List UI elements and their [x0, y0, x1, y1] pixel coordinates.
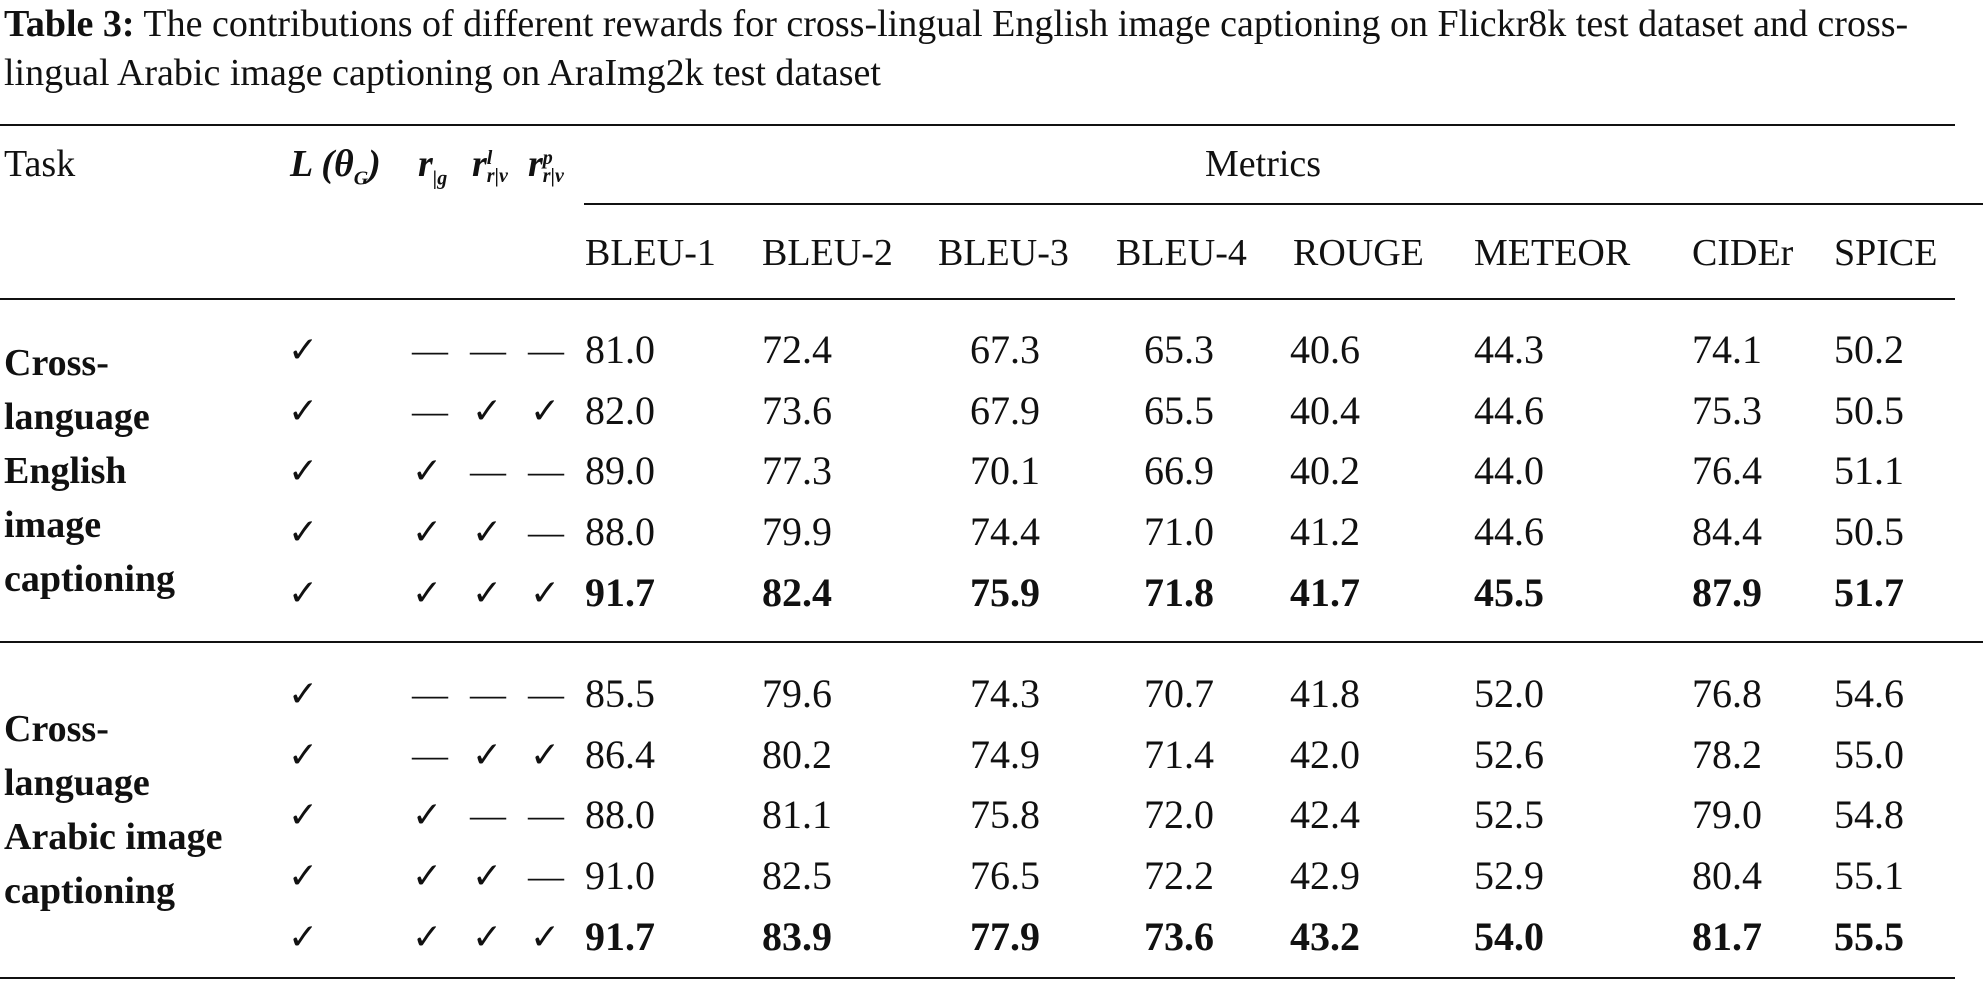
check-mark: ✓	[412, 917, 443, 957]
cell-bleu-2: 79.6	[762, 671, 832, 716]
cell-spice: 50.5	[1834, 388, 1904, 433]
cell-bleu-1: 82.0	[585, 388, 655, 433]
cell-bleu-1: 91.0	[585, 853, 655, 898]
cell-spice: 51.7	[1834, 570, 1904, 615]
column-header-bleu-4: BLEU-4	[1116, 232, 1247, 274]
cell-bleu-4: 72.2	[1144, 853, 1214, 898]
cell-spice: 55.5	[1834, 914, 1904, 959]
dash-mark: —	[528, 795, 564, 835]
task-label-line: captioning	[4, 870, 176, 912]
cell-spice: 50.5	[1834, 509, 1904, 554]
dash-mark: —	[528, 856, 564, 896]
cell-rouge: 42.4	[1290, 792, 1360, 837]
cell-meteor: 44.3	[1474, 327, 1544, 372]
check-mark: ✓	[472, 512, 503, 552]
header-loss: L $(\theta_G)$	[290, 143, 381, 190]
task-label-line: language	[4, 396, 150, 438]
task-label	[4, 702, 264, 918]
cell-bleu-1: 86.4	[585, 732, 655, 777]
cell-spice: 54.8	[1834, 792, 1904, 837]
cell-rouge: 41.8	[1290, 671, 1360, 716]
cell-bleu-2: 72.4	[762, 327, 832, 372]
cell-bleu-4: 65.3	[1144, 327, 1214, 372]
cell-bleu-3: 74.4	[970, 509, 1040, 554]
cell-spice: 55.0	[1834, 732, 1904, 777]
cell-bleu-4: 70.7	[1144, 671, 1214, 716]
cell-meteor: 54.0	[1474, 914, 1544, 959]
cell-bleu-1: 88.0	[585, 792, 655, 837]
cell-rouge: 40.6	[1290, 327, 1360, 372]
task-label-line: English	[4, 450, 127, 492]
column-header-spice: SPICE	[1834, 232, 1938, 274]
cell-bleu-3: 75.8	[970, 792, 1040, 837]
task-label-line: image	[4, 504, 102, 546]
check-mark: ✓	[288, 330, 319, 370]
cell-rouge: 40.2	[1290, 448, 1360, 493]
group-rule	[0, 641, 1983, 643]
check-mark: ✓	[412, 573, 443, 613]
cell-bleu-2: 82.4	[762, 570, 832, 615]
cell-rouge: 43.2	[1290, 914, 1360, 959]
cell-meteor: 52.5	[1474, 792, 1544, 837]
table-caption	[4, 0, 1964, 98]
dash-mark: —	[412, 330, 448, 370]
cell-meteor: 44.6	[1474, 509, 1544, 554]
dash-mark: —	[412, 391, 448, 431]
header-reward-g: $r_{|g}$	[418, 143, 448, 190]
check-mark: ✓	[288, 573, 319, 613]
task-label-line: language	[4, 762, 150, 804]
cell-bleu-3: 75.9	[970, 570, 1040, 615]
task-label-line: captioning	[4, 558, 176, 600]
cell-meteor: 44.6	[1474, 388, 1544, 433]
dash-mark: —	[528, 512, 564, 552]
cell-bleu-2: 77.3	[762, 448, 832, 493]
cell-spice: 54.6	[1834, 671, 1904, 716]
cell-bleu-1: 91.7	[585, 914, 655, 959]
header-rule	[0, 298, 1955, 300]
cell-bleu-3: 76.5	[970, 853, 1040, 898]
header-reward-l: r l r|v	[472, 143, 508, 188]
cell-bleu-3: 74.3	[970, 671, 1040, 716]
check-mark: ✓	[288, 674, 319, 714]
column-header-bleu-3: BLEU-3	[938, 232, 1069, 274]
cell-bleu-2: 79.9	[762, 509, 832, 554]
cell-spice: 51.1	[1834, 448, 1904, 493]
cell-cider: 76.8	[1692, 671, 1762, 716]
column-header-bleu-2: BLEU-2	[762, 232, 893, 274]
check-mark: ✓	[288, 856, 319, 896]
cell-bleu-3: 67.9	[970, 388, 1040, 433]
cell-bleu-4: 66.9	[1144, 448, 1214, 493]
cell-bleu-4: 71.4	[1144, 732, 1214, 777]
cell-cider: 74.1	[1692, 327, 1762, 372]
check-mark: ✓	[472, 917, 503, 957]
cell-rouge: 42.9	[1290, 853, 1360, 898]
cell-bleu-4: 71.0	[1144, 509, 1214, 554]
cell-bleu-3: 74.9	[970, 732, 1040, 777]
check-mark: ✓	[288, 391, 319, 431]
cell-spice: 55.1	[1834, 853, 1904, 898]
cell-bleu-1: 91.7	[585, 570, 655, 615]
caption-text: The contributions of different rewards for cross-lingual English image captioning on Flickr8k test dataset and cross-lingual Arabic image captioning on AraImg2k test dataset	[4, 3, 1909, 94]
column-header-meteor: METEOR	[1474, 232, 1631, 274]
cell-bleu-1: 85.5	[585, 671, 655, 716]
cell-cider: 76.4	[1692, 448, 1762, 493]
check-mark: ✓	[288, 917, 319, 957]
cell-bleu-3: 67.3	[970, 327, 1040, 372]
dash-mark: —	[528, 451, 564, 491]
dash-mark: —	[470, 674, 506, 714]
dash-mark: —	[470, 451, 506, 491]
cell-rouge: 42.0	[1290, 732, 1360, 777]
check-mark: ✓	[412, 451, 443, 491]
cell-bleu-1: 81.0	[585, 327, 655, 372]
column-header-bleu-1: BLEU-1	[585, 232, 716, 274]
cell-bleu-1: 89.0	[585, 448, 655, 493]
check-mark: ✓	[530, 573, 561, 613]
cell-bleu-2: 73.6	[762, 388, 832, 433]
check-mark: ✓	[412, 512, 443, 552]
header-task: Task	[4, 143, 76, 185]
cell-bleu-2: 81.1	[762, 792, 832, 837]
header-reward-p: r p r|v	[528, 143, 564, 188]
cell-bleu-2: 82.5	[762, 853, 832, 898]
task-label-line: Cross-	[4, 342, 109, 384]
cell-cider: 84.4	[1692, 509, 1762, 554]
metrics-rule	[584, 203, 1983, 205]
check-mark: ✓	[472, 391, 503, 431]
cell-cider: 81.7	[1692, 914, 1762, 959]
check-mark: ✓	[288, 735, 319, 775]
cell-bleu-1: 88.0	[585, 509, 655, 554]
cell-meteor: 45.5	[1474, 570, 1544, 615]
bottom-rule	[0, 977, 1955, 979]
cell-rouge: 41.7	[1290, 570, 1360, 615]
cell-bleu-4: 72.0	[1144, 792, 1214, 837]
task-label	[4, 336, 264, 606]
dash-mark: —	[412, 674, 448, 714]
check-mark: ✓	[472, 856, 503, 896]
check-mark: ✓	[412, 856, 443, 896]
header-metrics: Metrics	[1205, 143, 1322, 185]
cell-meteor: 44.0	[1474, 448, 1544, 493]
task-label-line: Cross-	[4, 708, 109, 750]
cell-meteor: 52.9	[1474, 853, 1544, 898]
cell-spice: 50.2	[1834, 327, 1904, 372]
check-mark: ✓	[288, 795, 319, 835]
cell-cider: 79.0	[1692, 792, 1762, 837]
column-header-rouge: ROUGE	[1293, 232, 1424, 274]
check-mark: ✓	[530, 735, 561, 775]
cell-meteor: 52.6	[1474, 732, 1544, 777]
cell-cider: 87.9	[1692, 570, 1762, 615]
check-mark: ✓	[288, 512, 319, 552]
cell-bleu-4: 71.8	[1144, 570, 1214, 615]
cell-rouge: 41.2	[1290, 509, 1360, 554]
cell-bleu-2: 83.9	[762, 914, 832, 959]
check-mark: ✓	[472, 573, 503, 613]
check-mark: ✓	[412, 795, 443, 835]
top-rule	[0, 124, 1955, 126]
check-mark: ✓	[530, 917, 561, 957]
dash-mark: —	[528, 330, 564, 370]
column-header-cider: CIDEr	[1692, 232, 1794, 274]
check-mark: ✓	[288, 451, 319, 491]
dash-mark: —	[470, 330, 506, 370]
task-label-line: Arabic image	[4, 816, 223, 858]
cell-rouge: 40.4	[1290, 388, 1360, 433]
check-mark: ✓	[472, 735, 503, 775]
cell-cider: 78.2	[1692, 732, 1762, 777]
cell-bleu-3: 77.9	[970, 914, 1040, 959]
cell-bleu-3: 70.1	[970, 448, 1040, 493]
cell-meteor: 52.0	[1474, 671, 1544, 716]
cell-cider: 75.3	[1692, 388, 1762, 433]
dash-mark: —	[528, 674, 564, 714]
cell-bleu-2: 80.2	[762, 732, 832, 777]
check-mark: ✓	[530, 391, 561, 431]
cell-cider: 80.4	[1692, 853, 1762, 898]
dash-mark: —	[470, 795, 506, 835]
dash-mark: —	[412, 735, 448, 775]
cell-bleu-4: 73.6	[1144, 914, 1214, 959]
cell-bleu-4: 65.5	[1144, 388, 1214, 433]
table-label: Table 3:	[4, 3, 135, 45]
